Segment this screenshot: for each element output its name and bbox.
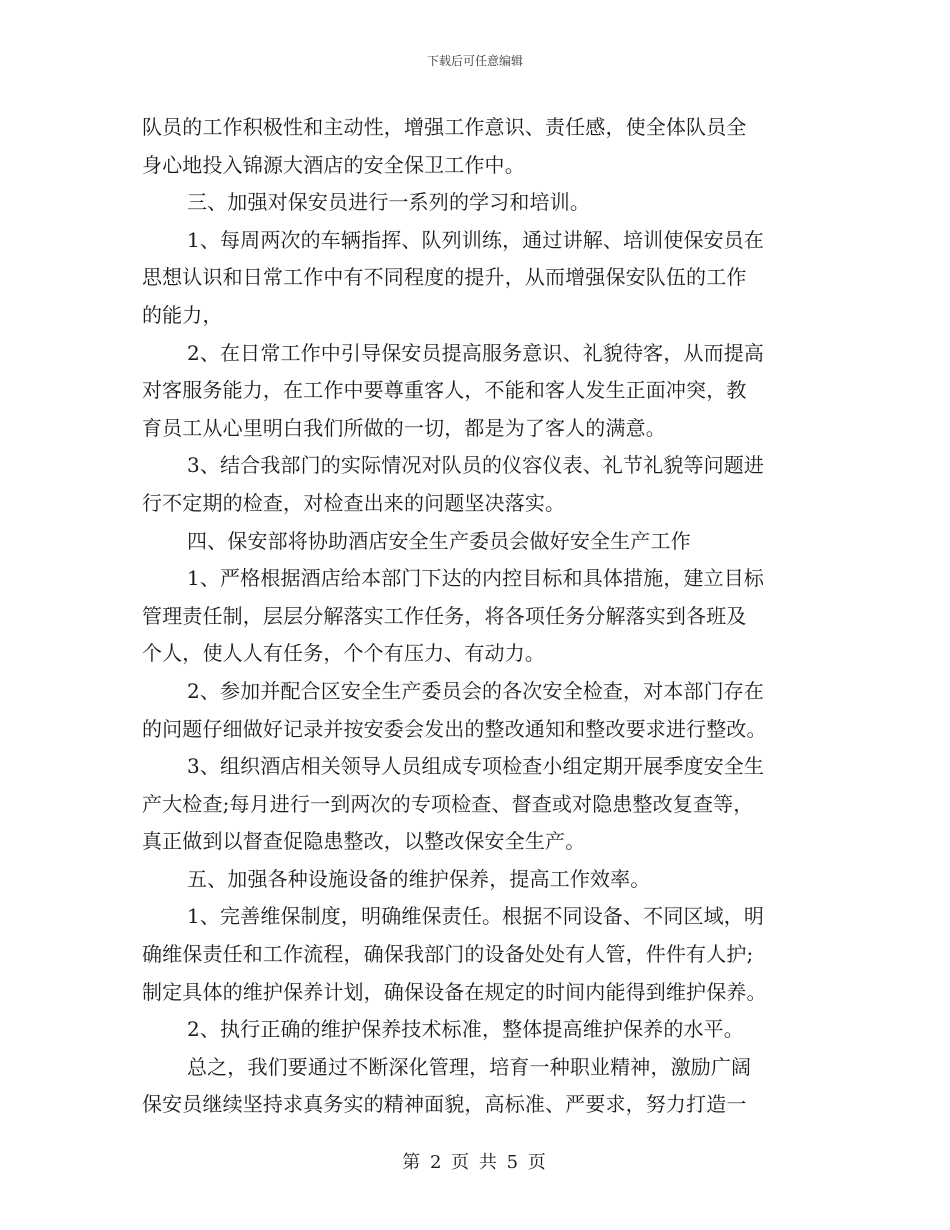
text-line: 管理责任制，层层分解落实工作任务，将各项任务分解落实到各班及 <box>142 603 747 628</box>
text-line: 1、严格根据酒店给本部门下达的内控目标和具体措施，建立目标 <box>187 566 765 591</box>
text-line: 产大检查;每月进行一到两次的专项检查、督查或对隐患整改复查等， <box>142 791 754 816</box>
section-heading-4: 四、保安部将协助酒店安全生产委员会做好安全生产工作 <box>187 528 691 553</box>
text-line: 育员工从心里明白我们所做的一切，都是为了客人的满意。 <box>142 415 666 440</box>
text-line: 保安员继续坚持求真务实的精神面貌，高标准、严要求，努力打造一 <box>142 1092 747 1117</box>
section-heading-3: 三、加强对保安员进行一系列的学习和培训。 <box>187 190 590 215</box>
text-line: 真正做到以督查促隐患整改，以整改保安全生产。 <box>142 829 586 854</box>
text-line: 确维保责任和工作流程，确保我部门的设备处处有人管，件件有人护; <box>142 942 754 967</box>
text-line: 队员的工作积极性和主动性，增强工作意识、责任感，使全体队员全 <box>142 115 747 139</box>
text-line: 的问题仔细做好记录并按安委会发出的整改通知和整改要求进行整改。 <box>142 716 767 741</box>
text-line: 身心地投入锦源大酒店的安全保卫工作中。 <box>142 152 525 177</box>
section-heading-5: 五、加强各种设施设备的维护保养，提高工作效率。 <box>187 866 651 891</box>
text-line: 总之，我们要通过不断深化管理，培育一种职业精神，激励广阔 <box>187 1054 752 1079</box>
text-line: 1、完善维保制度，明确维保责任。根据不同设备、不同区域，明 <box>187 904 765 929</box>
text-line: 行不定期的检查，对检查出来的问题坚决落实。 <box>142 490 566 515</box>
document-body <box>142 109 800 1124</box>
page-number: 第 2 页 共 5 页 <box>402 1152 548 1173</box>
text-line: 2、在日常工作中引导保安员提高服务意识、礼貌待客，从而提高 <box>187 340 765 365</box>
text-line: 思想认识和日常工作中有不同程度的提升，从而增强保安队伍的工作 <box>142 265 747 290</box>
text-line: 对客服务能力，在工作中要尊重客人，不能和客人发生正面冲突，教 <box>142 378 747 403</box>
text-line: 制定具体的维护保养计划，确保设备在规定的时间内能得到维护保养。 <box>142 979 767 1004</box>
text-line: 1、每周两次的车辆指挥、队列训练，通过讲解、培训使保安员在 <box>187 227 765 252</box>
text-line: 的能力， <box>142 302 223 327</box>
text-line: 个人，使人人有任务，个个有压力、有动力。 <box>142 641 545 666</box>
text-line: 2、执行正确的维护保养技术标准，整体提高维护保养的水平。 <box>187 1017 744 1042</box>
text-line: 2、参加并配合区安全生产委员会的各次安全检查，对本部门存在 <box>187 678 765 703</box>
text-line: 3、组织酒店相关领导人员组成专项检查小组定期开展季度安全生 <box>187 754 765 779</box>
text-line: 3、结合我部门的实际情况对队员的仪容仪表、礼节礼貌等问题进 <box>187 453 765 478</box>
page-header: 下载后可任意编辑 <box>426 54 523 68</box>
